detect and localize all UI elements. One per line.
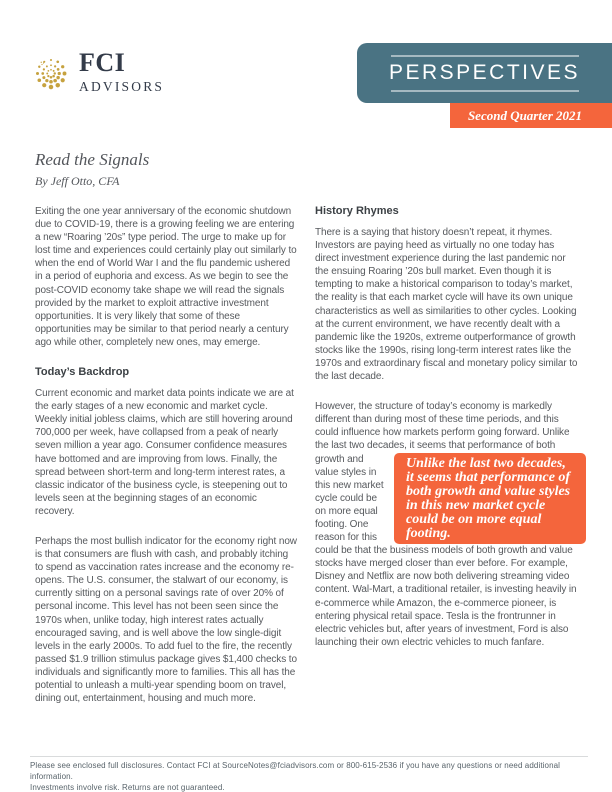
footer-text <box>30 760 588 792</box>
footer-line-2: Investments involve risk. Returns are not guaranteed. <box>30 783 225 792</box>
article-title: Read the Signals <box>35 150 150 169</box>
footer-disclosure <box>30 756 588 792</box>
article-byline: By Jeff Otto, CFA <box>35 174 120 188</box>
issue-label: Second Quarter 2021 <box>467 107 583 123</box>
banner-bottom-rule <box>391 90 579 92</box>
brand-name-fci: FCI <box>79 48 126 77</box>
pull-quote-text: Unlike the last two decades, it seems that performance of both growth and value styles in this new market cycle could be on more equal footing. <box>406 455 571 541</box>
paragraph-intro: Exiting the one year anniversary of the economic shutdown due to COVID-19, there is a growing feeling we are entering a new “Roaring ’20s” type period. The urge to make up for lost time and experiences could certainly play out similarly to when the end of World War I and the flu pandemic ushered in a period of euphoria and excess. As we begin to see the post-COVID economy take shape we will read the signals provided by the market to exploit attractive investment opportunities. It is very likely that some of these opportunities may be similar to that period nearly a century ago while other, completely new ones, may emerge. <box>35 206 297 348</box>
section-heading-history-rhymes: History Rhymes <box>315 205 399 217</box>
article <box>35 150 580 722</box>
paragraph-history-2 <box>315 400 580 649</box>
column-left <box>35 205 297 722</box>
issue-ribbon <box>450 103 612 128</box>
pull-quote <box>394 453 586 544</box>
paragraph-history-1: There is a saying that history doesn’t repeat, it rhymes. Investors are paying heed as virtually no one today has direct investment experience during the last pandemic nor the ensuing Roaring ’20s bull market. Even though it is tempting to make a historical comparison to today’s market, the reality is that each market cycle will have its own unique characteristics as well as similarities to other cycles. Looking at the current environment, we have recently dealt with a pandemic like the 1920s, extreme outperformance of growth stocks like the 1990s, rising long-term interest rates like the 1970s and extraordinary fiscal and monetary policy similar to the last decade. <box>315 227 578 383</box>
masthead-title: PERSPECTIVES <box>388 60 581 84</box>
column-right <box>315 205 580 722</box>
article-columns <box>35 205 580 722</box>
brand-name <box>79 50 164 95</box>
masthead-banner <box>357 43 612 103</box>
paragraph-backdrop-1: Current economic and market data points indicate we are at the early stages of a new economic and market cycle. Weekly initial jobless claims, which are still hovering around 700,000 per week, have collapsed from a peak of nearly seven million a year ago. Consumer confidence measures have bottomed and are improving from lows. Finally, the spread between short-term and long-term interest rates, a classic indicator of the business cycle, is steepening out to levels seen at the beginning stages of an economic recovery. <box>35 388 294 517</box>
footer-line-1: Please see enclosed full disclosures. Contact FCI at SourceNotes@fciadvisors.com or 800-615-2536 if you have any questions or need additional information. <box>30 761 561 781</box>
fci-globe-icon <box>33 54 69 90</box>
paragraph-history-2-lead: However, the structure of today’s economy is markedly different than during most of these time periods, and this could influence how markets perform going forward. Unlike the last two decades, it seems that performance <box>315 401 570 452</box>
paragraph-backdrop-2: Perhaps the most bullish indicator for the economy right now is that consumers are flush with cash, and probably itching to spend as vaccination rates increase and the economy re-opens. The U.S. consumer, the stalwart of our economy, is currently sitting on a personal savings rate of over 20% of personal income. This level has not been seen since the 1970s when, unlike today, high interest rates actually encouraged saving, and is well above the low single-digit levels in the early 2000s. To add fuel to the fire, the recently passed $1.9 trillion stimulus package gives $1,400 checks to individuals and significantly more to families. This all has the potential to unleash a multi-year spending boom on travel, dining out, entertainment, housing and much more. <box>35 535 297 705</box>
brand-name-advisors: ADVISORS <box>79 79 165 94</box>
section-heading-todays-backdrop: Today’s Backdrop <box>35 366 130 379</box>
fci-logo <box>33 50 164 95</box>
paragraph-history-2-rest: of both growth and value styles in this new market cycle could be on more equal footing. One reason for this could be that the business models of both growth and value stocks have merged closer than ever before. For example, Disney and Netflix are now both delivering streaming video content. Wal-Mart, a traditional retailer, is investing heavily in e-commerce while Amazon, the e-commerce pioneer, is entering physical retail space. Tesla is the frontrunner in electric vehicles but, after years of investment, Ford is also launching their own electric vehicles to much fanfare. <box>315 440 577 648</box>
